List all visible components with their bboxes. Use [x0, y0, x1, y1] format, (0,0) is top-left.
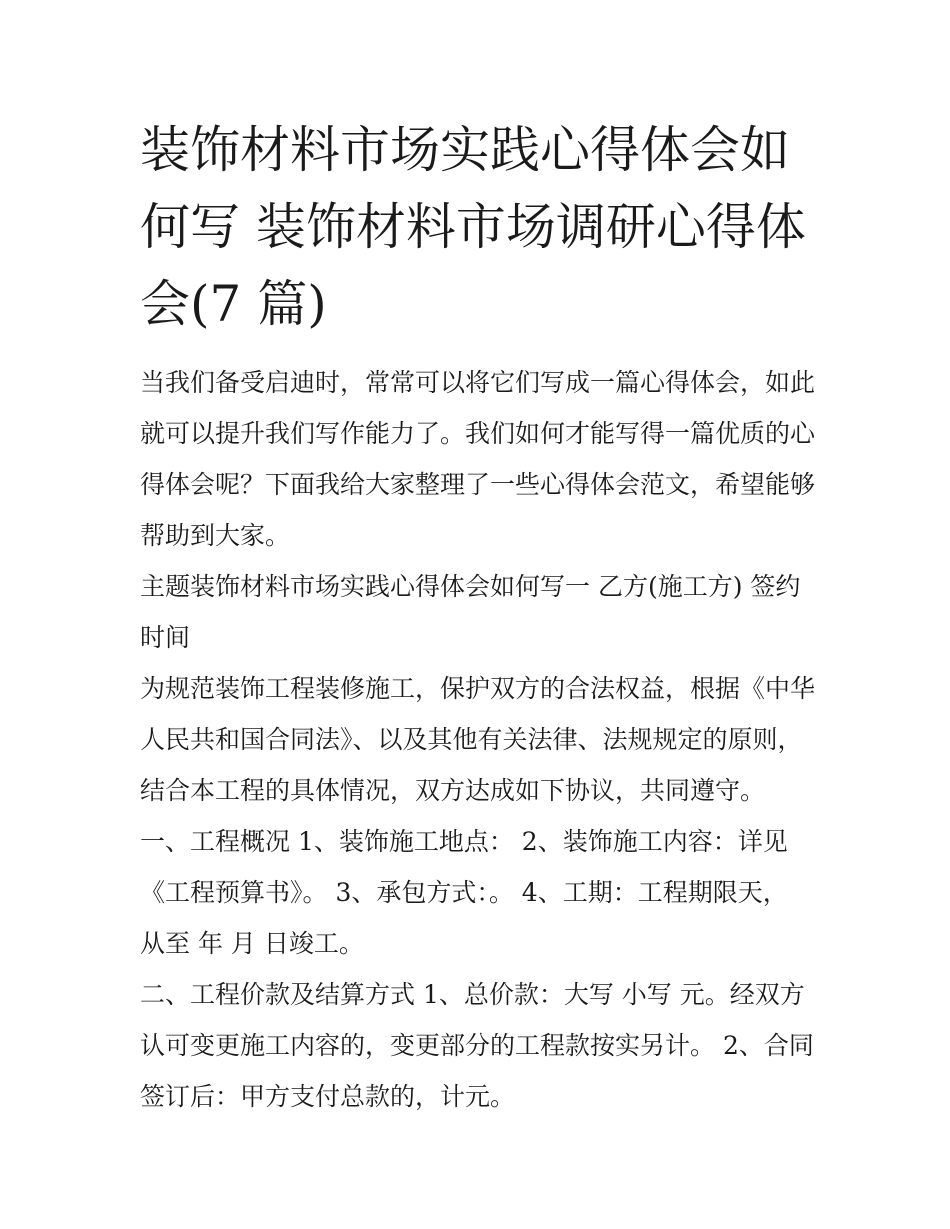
text-line: 从至 年 月 日竣工。 — [140, 929, 364, 958]
document-body — [140, 357, 820, 1122]
text-line: 主题装饰材料市场实践心得体会如何写一 乙方(施工方) 签约 — [140, 572, 801, 601]
text-line: 二、工程价款及结算方式 1、总价款：大写 小写 元。经双方 — [140, 980, 805, 1009]
text-line: 人民共和国合同法》、以及其他有关法律、法规规定的原则， — [140, 725, 803, 754]
text-line: 认可变更施工内容的，变更部分的工程款按实另计。 2、合同 — [140, 1031, 814, 1060]
text-line: 得体会呢？下面我给大家整理了一些心得体会范文，希望能够 — [140, 470, 816, 499]
document-page — [140, 112, 820, 1122]
text-line: 时间 — [140, 623, 191, 652]
document-title — [140, 112, 820, 343]
text-line: 当我们备受启迪时，常常可以将它们写成一篇心得体会，如此 — [140, 368, 816, 397]
paragraph-section-1 — [140, 816, 820, 969]
text-line: 结合本工程的具体情况，双方达成如下协议，共同遵守。 — [140, 776, 766, 805]
paragraph-section-2 — [140, 969, 820, 1122]
text-line: 一、工程概况 1、装饰施工地点： 2、装饰施工内容：详见 — [140, 827, 788, 856]
paragraph-preamble — [140, 663, 820, 816]
text-line: 就可以提升我们写作能力了。我们如何才能写得一篇优质的心 — [140, 419, 816, 448]
paragraph-topic — [140, 561, 820, 663]
text-line: 《工程预算书》。 3、承包方式：。 4、工期：工程期限天， — [140, 878, 788, 907]
title-line: 会(7 篇) — [140, 275, 327, 333]
text-line: 帮助到大家。 — [140, 521, 291, 550]
title-line: 装饰材料市场实践心得体会如 — [140, 121, 790, 179]
text-line: 为规范装饰工程装修施工，保护双方的合法权益，根据《中华 — [140, 674, 816, 703]
text-line: 签订后：甲方支付总款的，计元。 — [140, 1082, 516, 1111]
title-line: 何写 装饰材料市场调研心得体 — [140, 198, 806, 256]
paragraph-intro — [140, 357, 820, 561]
